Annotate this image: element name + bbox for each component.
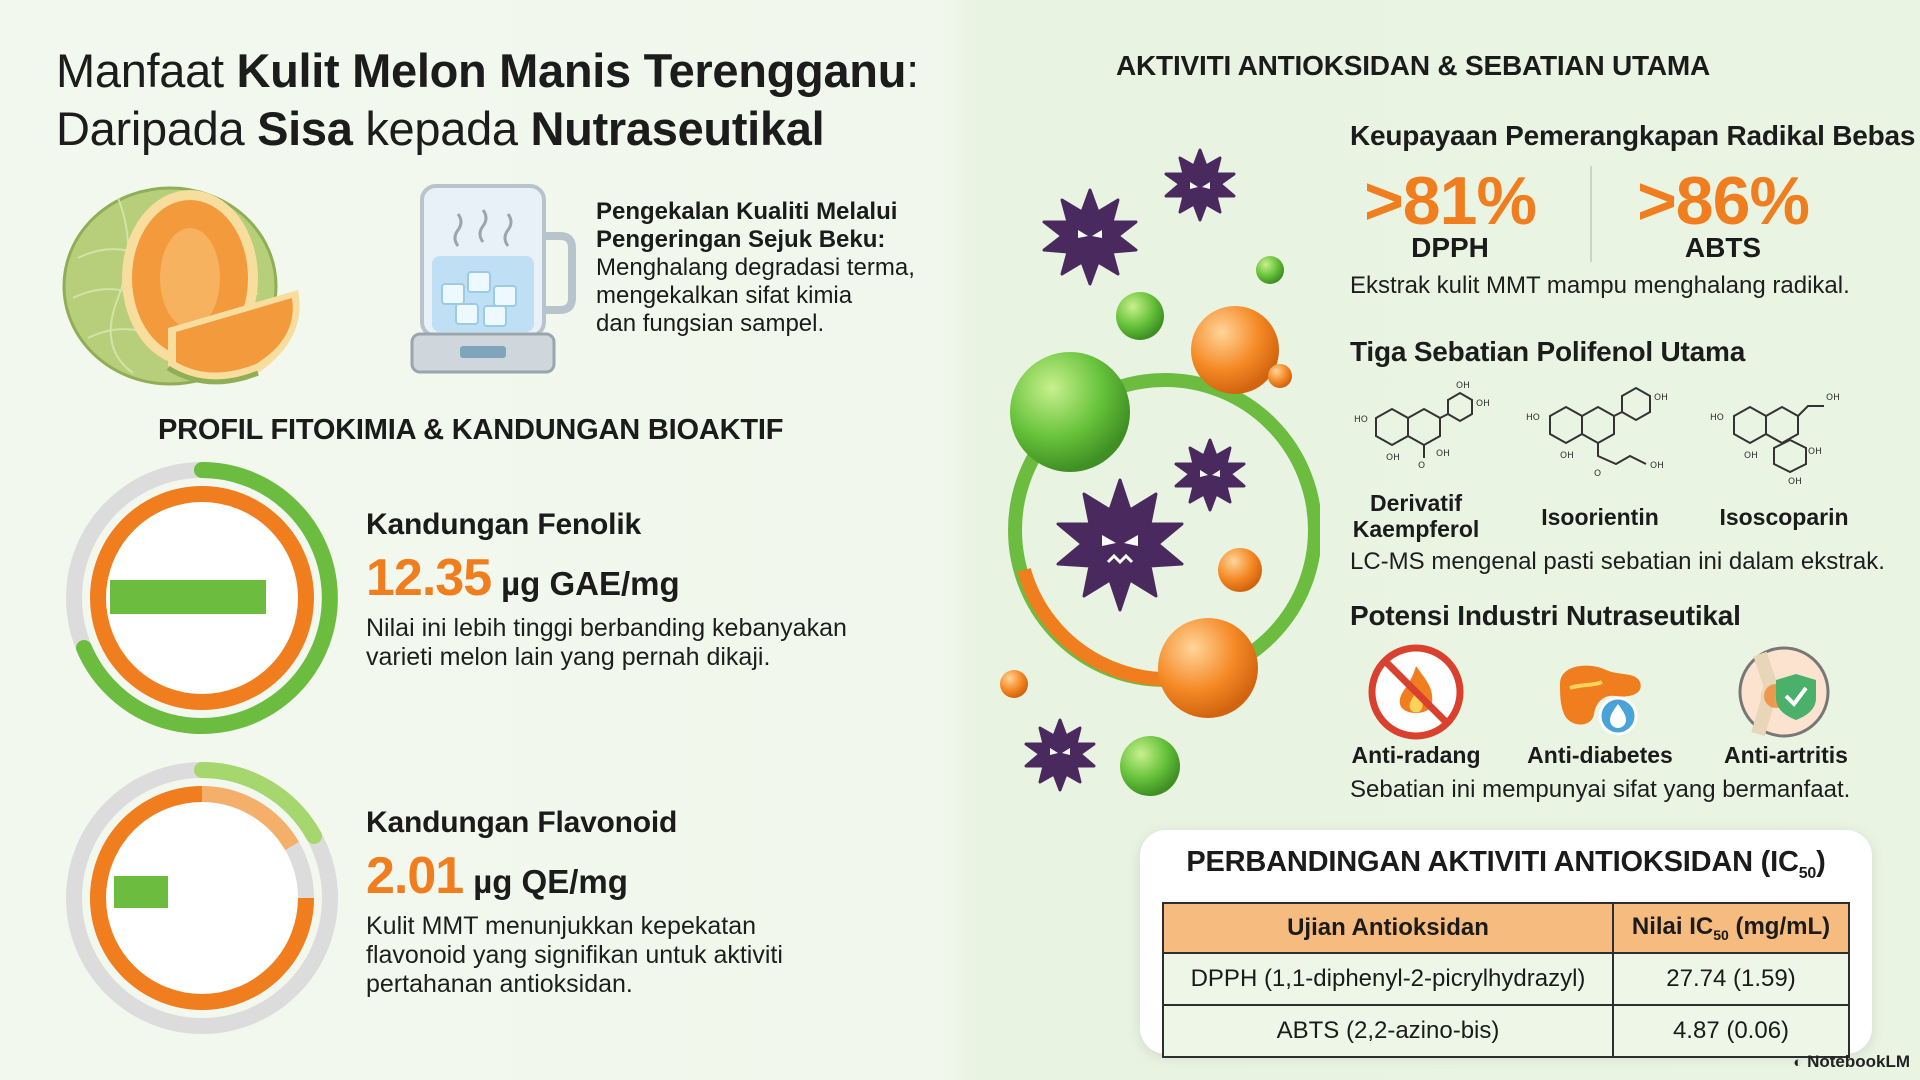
flavonoid-value: 2.01	[366, 847, 464, 905]
flavonoid-block	[366, 806, 926, 999]
svg-text:OH: OH	[1436, 449, 1450, 459]
industry-heading: Potensi Industri Nutraseutikal	[1350, 600, 1741, 631]
svg-text:HO: HO	[1526, 413, 1540, 423]
phenolic-value-row	[366, 548, 926, 608]
title-text: Manfaat	[56, 44, 237, 97]
freeze-dry-heading: Pengekalan Kualiti Melalui	[596, 198, 898, 225]
title-line-2	[56, 100, 919, 158]
freeze-dry-heading: Pengeringan Sejuk Beku:	[596, 226, 886, 253]
table-cell-test: ABTS (2,2-azino-bis)	[1163, 1005, 1613, 1057]
dpph-label: DPPH	[1411, 232, 1489, 263]
industry-item-anti-diabetes: Anti-diabetes	[1527, 742, 1673, 768]
table-cell-value: 4.87 (0.06)	[1613, 1005, 1849, 1057]
antioxidant-radical-illustration	[990, 130, 1320, 830]
svg-text:OH: OH	[1386, 453, 1400, 463]
svg-text:OH: OH	[1808, 447, 1822, 457]
title-bold: Nutraseutikal	[530, 102, 825, 155]
polyphenols-heading: Tiga Sebatian Polifenol Utama	[1350, 336, 1746, 367]
header-sub: 50	[1713, 926, 1729, 943]
flavonoid-desc: Kulit MMT menunjukkan kepekatan	[366, 912, 757, 940]
right-section-title: AKTIVITI ANTIOKSIDAN & SEBATIAN UTAMA	[1116, 50, 1711, 81]
abts-percent: >86%	[1637, 163, 1809, 239]
header-text: Nilai IC	[1631, 913, 1714, 941]
joint-shield-icon	[1736, 644, 1832, 740]
freeze-dry-block	[596, 198, 976, 338]
phenolic-desc: varieti melon lain yang pernah dikaji.	[366, 643, 771, 671]
freeze-dryer-icon	[408, 176, 580, 376]
phenolic-unit: µg GAE/mg	[501, 565, 680, 602]
svg-text:HO: HO	[1710, 413, 1724, 423]
svg-text:O: O	[1418, 461, 1426, 471]
compound-label: Kaempferol	[1352, 516, 1480, 542]
kaempferol-structure-icon	[1336, 378, 1496, 488]
svg-text:HO: HO	[1354, 415, 1368, 425]
industry-item-anti-arthritis: Anti-artritis	[1724, 742, 1848, 768]
pancreas-icon	[1550, 644, 1646, 740]
svg-text:OH: OH	[1654, 393, 1668, 403]
title-text: kepada	[352, 102, 531, 155]
divider	[1590, 166, 1592, 262]
melon-icon	[58, 168, 308, 388]
title-bold: Sisa	[257, 102, 353, 155]
industry-note: Sebatian ini mempunyai sifat yang bermanfaat.	[1350, 776, 1851, 803]
dpph-percent: >81%	[1364, 163, 1536, 239]
no-fire-icon	[1368, 644, 1464, 740]
table-row	[1163, 953, 1849, 1005]
left-section-title: PROFIL FITOKIMIA & KANDUNGAN BIOAKTIF	[158, 414, 784, 446]
svg-text:OH: OH	[1826, 393, 1840, 403]
svg-text:OH: OH	[1476, 399, 1490, 409]
compound-label: Derivatif	[1369, 490, 1463, 516]
freeze-dry-desc: dan fungsian sampel.	[596, 310, 825, 337]
svg-text:OH: OH	[1560, 451, 1574, 461]
freeze-dry-desc: Menghalang degradasi terma,	[596, 254, 915, 281]
polyphenols-note: LC-MS mengenal pasti sebatian ini dalam ekstrak.	[1350, 548, 1885, 575]
brand-name: NotebookLM	[1807, 1052, 1910, 1071]
header-text: (mg/mL)	[1728, 913, 1831, 941]
ic50-table	[1162, 902, 1850, 1058]
phenolic-desc: Nilai ini lebih tinggi berbanding kebanyakan	[366, 614, 847, 642]
page-title	[56, 42, 919, 158]
flavonoid-heading: Kandungan Flavonoid	[366, 806, 678, 839]
compound-isoorientin: Isoorientin	[1541, 504, 1659, 530]
industry-item-anti-inflammatory: Anti-radang	[1351, 742, 1481, 768]
phenolic-block	[366, 508, 926, 672]
compound-kaempferol	[1336, 490, 1496, 542]
compound-isoscoparin: Isoscoparin	[1719, 504, 1849, 530]
ic50-title-text: )	[1816, 846, 1826, 878]
ic50-comparison-card	[1140, 830, 1872, 1054]
isoscoparin-structure-icon	[1704, 378, 1864, 488]
svg-text:OH: OH	[1650, 461, 1664, 471]
svg-text:OH: OH	[1744, 451, 1758, 461]
table-header-row	[1163, 903, 1849, 953]
flavonoid-desc: flavonoid yang signifikan untuk aktiviti	[366, 941, 783, 969]
flavonoid-unit: µg QE/mg	[473, 863, 628, 900]
flavonoid-value-row	[366, 846, 926, 906]
table-cell-value: 27.74 (1.59)	[1613, 953, 1849, 1005]
ic50-title-text: PERBANDINGAN AKTIVITI ANTIOKSIDAN (IC	[1186, 846, 1799, 878]
abts-label: ABTS	[1684, 232, 1762, 263]
svg-text:O: O	[1594, 469, 1602, 479]
freeze-dry-desc: mengekalkan sifat kimia	[596, 282, 853, 309]
title-line-1	[56, 42, 919, 100]
ic50-title-sub: 50	[1798, 864, 1817, 882]
ic50-card-title	[1140, 846, 1872, 883]
phenolic-value: 12.35	[366, 549, 492, 607]
title-text: :	[906, 44, 919, 97]
isoorientin-structure-icon	[1520, 378, 1680, 488]
phenolic-heading: Kandungan Fenolik	[366, 508, 641, 541]
scavenging-note: Ekstrak kulit MMT mampu menghalang radikal.	[1350, 272, 1850, 299]
table-header-test: Ujian Antioksidan	[1163, 903, 1613, 953]
phenolic-gauge	[62, 458, 342, 738]
svg-text:OH: OH	[1788, 477, 1802, 487]
brand-watermark	[1793, 1052, 1910, 1072]
title-text: Daripada	[56, 102, 258, 155]
brand-logo-icon: ◐	[1793, 1054, 1803, 1071]
flavonoid-desc: pertahanan antioksidan.	[366, 970, 633, 998]
table-header-value	[1613, 903, 1849, 953]
table-cell-test: DPPH (1,1-diphenyl-2-picrylhydrazyl)	[1163, 953, 1613, 1005]
svg-text:OH: OH	[1456, 381, 1470, 391]
flavonoid-gauge	[62, 758, 342, 1038]
table-row	[1163, 1005, 1849, 1057]
scavenging-heading: Keupayaan Pemerangkapan Radikal Bebas	[1350, 120, 1916, 151]
title-bold: Kulit Melon Manis Terengganu	[236, 44, 907, 97]
